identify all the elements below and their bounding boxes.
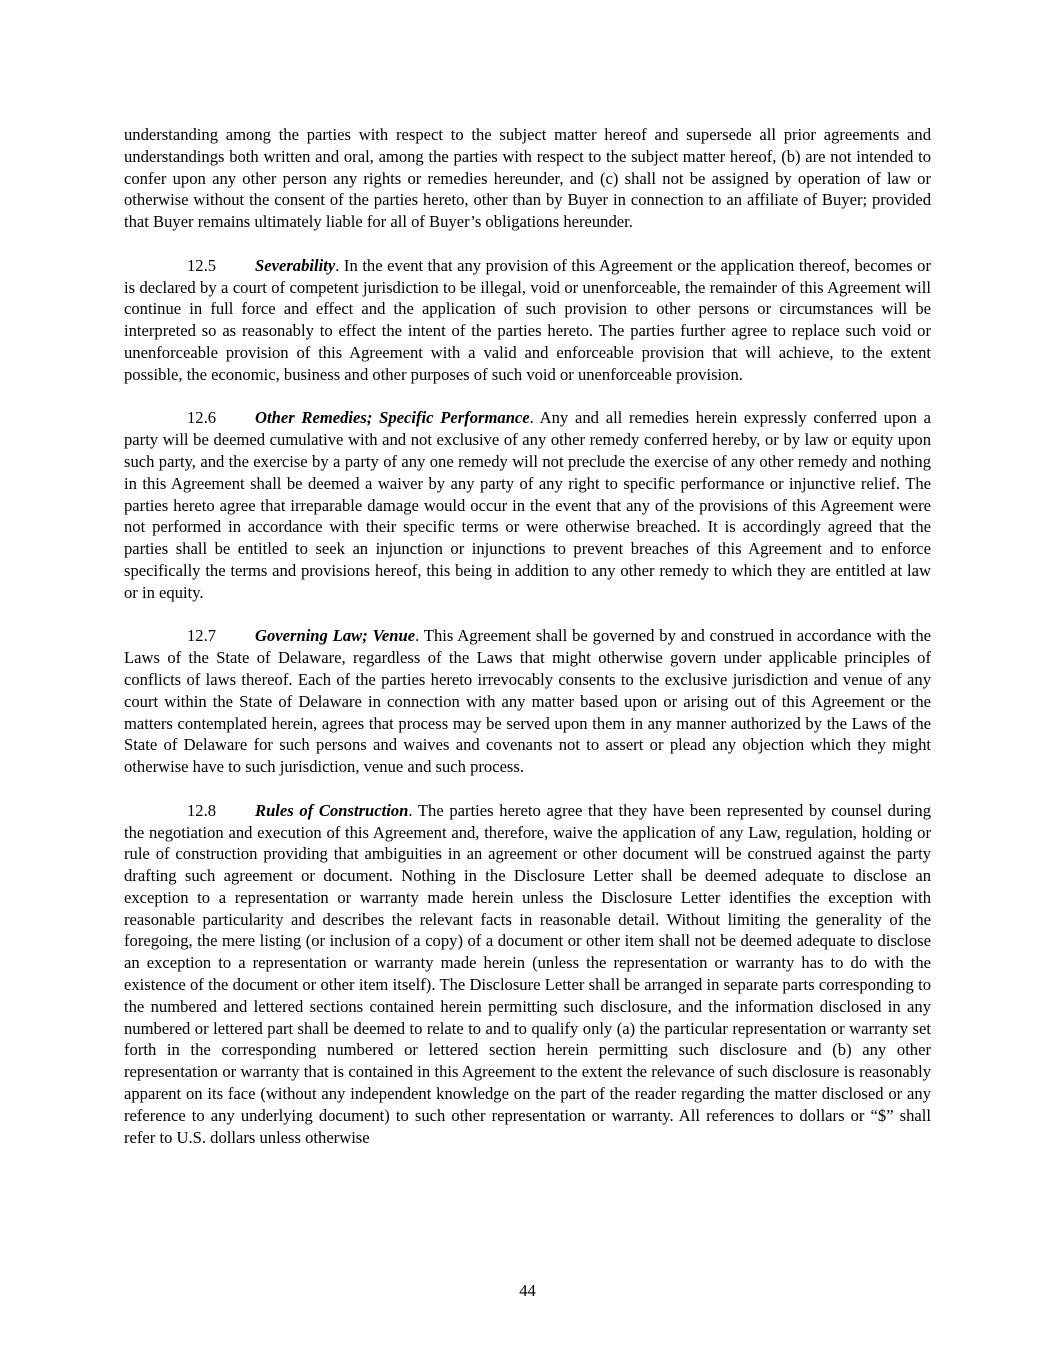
section-text: . Any and all remedies herein expressly conferred upon a party will be deemed cumulative with and not exclusive of any other remedy conferred hereby, or by law or equity upon such party, and the exercise by a party of any one remedy will not preclude the exercise of any other remedy and nothing in this Agreement shall be deemed a waiver by any party of any right to specific performance or injunctive relief. The parties hereto agree that irreparable damage would occur in the event that any of the provisions of this Agreement were not performed in accordance with their specific terms or were otherwise breached. It is accordingly agreed that the parties shall be entitled to seek an injunction or injunctions to prevent breaches of this Agreement and to enforce specifically the terms and provisions hereof, this being in addition to any other remedy to which they are entitled at law or in equity.: [124, 408, 931, 602]
section-text: . In the event that any provision of this Agreement or the application thereof, becomes or is declared by a court of competent jurisdiction to be illegal, void or unenforceable, the remainder of this Agreement will continue in full force and effect and the application of such provision to other persons or circumstances will be interpreted so as reasonably to effect the intent of the parties hereto. The parties further agree to replace such void or unenforceable provision of this Agreement with a valid and enforceable provision that will achieve, to the extent possible, the economic, business and other purposes of such void or unenforceable provision.: [124, 255, 931, 384]
paragraph-text: understanding among the parties with respect to the subject matter hereof and supersede all prior agreements and understandings both written and oral, among the parties with respect to the subject matter hereof, (b) are not intended to confer upon any other person any rights or remedies hereunder, and (c) shall not be assigned by operation of law or otherwise without the consent of the parties hereto, other than by Buyer in connection to an affiliate of Buyer; provided that Buyer remains ultimately liable for all of Buyer’s obligations hereunder.: [124, 125, 931, 232]
section-text: . The parties hereto agree that they have been represented by counsel during the negotiation and execution of this Agreement and, therefore, waive the application of any Law, regulation, holding or rule of construction providing that ambiguities in an agreement or other document will be construed against the party drafting such agreement or document. Nothing in the Disclosure Letter shall be deemed adequate to disclose an exception to a representation or warranty made herein unless the Disclosure Letter identifies the exception with reasonable particularity and describes the relevant facts in reasonable detail. Without limiting the generality of the foregoing, the mere listing (or inclusion of a copy) of a document or other item shall not be deemed adequate to disclose an exception to a representation or warranty made herein (unless the representation or warranty has to do with the existence of the document or other item itself). The Disclosure Letter shall be arranged in separate parts corresponding to the numbered and lettered sections contained herein permitting such disclosure, and the information disclosed in any numbered or lettered part shall be deemed to relate to and to qualify only (a) the particular representation or warranty set forth in the corresponding numbered or lettered section herein permitting such disclosure and (b) any other representation or warranty that is contained in this Agreement to the extent the relevance of such disclosure is reasonably apparent on its face (without any independent knowledge on the part of the reader regarding the matter disclosed or any reference to any underlying document) to such other representation or warranty. All references to dollars or “$” shall refer to U.S. dollars unless otherwise: [124, 800, 931, 1147]
section-heading: Governing Law; Venue: [255, 626, 416, 646]
section-12-7-governing-law: [124, 625, 931, 778]
section-12-5-severability: [124, 255, 931, 386]
section-number: 12.6: [187, 408, 217, 428]
section-number: 12.7: [187, 626, 217, 646]
section-heading: Other Remedies; Specific Performance: [255, 408, 530, 428]
section-heading: Severability: [255, 255, 336, 275]
page-number: 44: [519, 1281, 536, 1300]
section-number: 12.5: [187, 255, 217, 275]
section-number: 12.8: [187, 800, 217, 820]
section-heading: Rules of Construction: [255, 800, 409, 820]
continuation-paragraph: [124, 124, 931, 233]
document-page: [124, 124, 931, 1170]
section-text: . This Agreement shall be governed by and construed in accordance with the Laws of the State of Delaware, regardless of the Laws that might otherwise govern under applicable principles of conflicts of laws thereof. Each of the parties hereto irrevocably consents to the exclusive jurisdiction and venue of any court within the State of Delaware in connection with any matter based upon or arising out of this Agreement or the matters contemplated herein, agrees that process may be served upon them in any manner authorized by the Laws of the State of Delaware for such persons and waives and covenants not to assert or plead any objection which they might otherwise have to such jurisdiction, venue and such process.: [124, 626, 931, 777]
section-12-6-other-remedies: [124, 407, 931, 603]
section-12-8-rules-of-construction: [124, 800, 931, 1149]
